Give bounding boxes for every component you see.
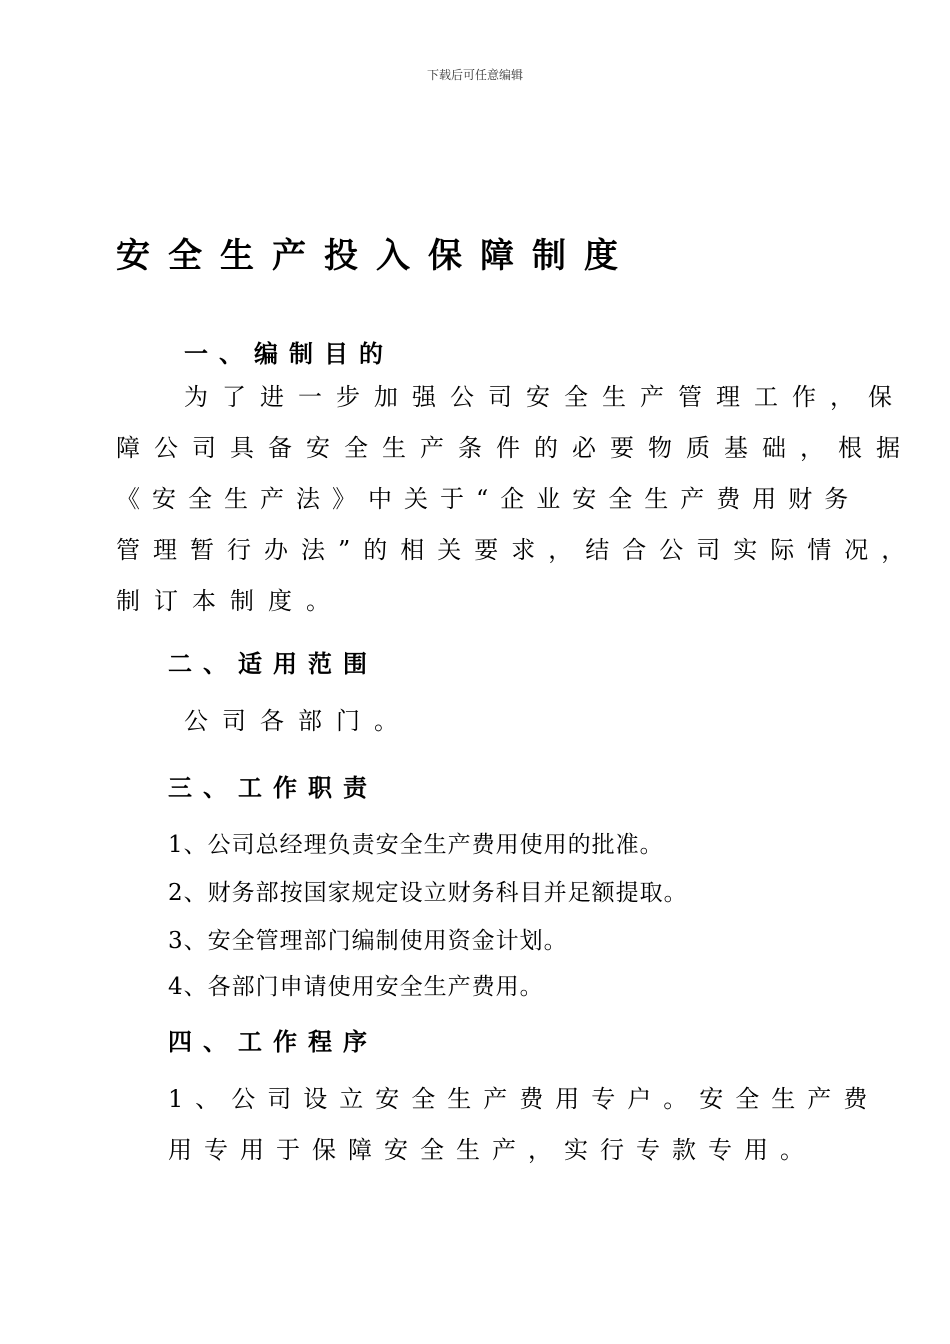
list-item: 3、安全管理部门编制使用资金计划。 xyxy=(168,928,568,954)
page-header-note: 下载后可任意编辑 xyxy=(426,68,523,82)
paragraph-line: 公司各部门。 xyxy=(184,707,412,735)
paragraph-line: 管理暂行办法”的相关要求，结合公司实际情况， xyxy=(116,536,919,564)
list-item: 2、财务部按国家规定设立财务科目并足额提取。 xyxy=(168,880,688,906)
section-heading-1: 一、编制目的 xyxy=(184,339,394,368)
paragraph-line: 用专用于保障安全生产，实行专款专用。 xyxy=(168,1136,816,1164)
document-title: 安全生产投入保障制度 xyxy=(116,236,636,276)
section-heading-3: 三、工作职责 xyxy=(168,773,378,802)
section-4-paragraph xyxy=(168,1074,880,1176)
section-heading-4: 四、工作程序 xyxy=(168,1027,378,1056)
paragraph-line: 障公司具备安全生产条件的必要物质基础，根据 xyxy=(116,434,914,462)
paragraph-line: 为了进一步加强公司安全生产管理工作，保 xyxy=(184,383,906,411)
list-item: 4、各部门申请使用安全生产费用。 xyxy=(168,974,544,1000)
paragraph-line: 制订本制度。 xyxy=(116,587,344,615)
section-1-paragraph xyxy=(116,372,919,627)
paragraph-line: 1、公司设立安全生产费用专户。安全生产费 xyxy=(168,1085,880,1113)
paragraph-line: 《安全生产法》中关于“企业安全生产费用财务 xyxy=(116,485,861,513)
section-heading-2: 二、适用范围 xyxy=(168,649,378,678)
list-item: 1、公司总经理负责安全生产费用使用的批准。 xyxy=(168,832,664,858)
section-2-paragraph xyxy=(184,696,924,747)
